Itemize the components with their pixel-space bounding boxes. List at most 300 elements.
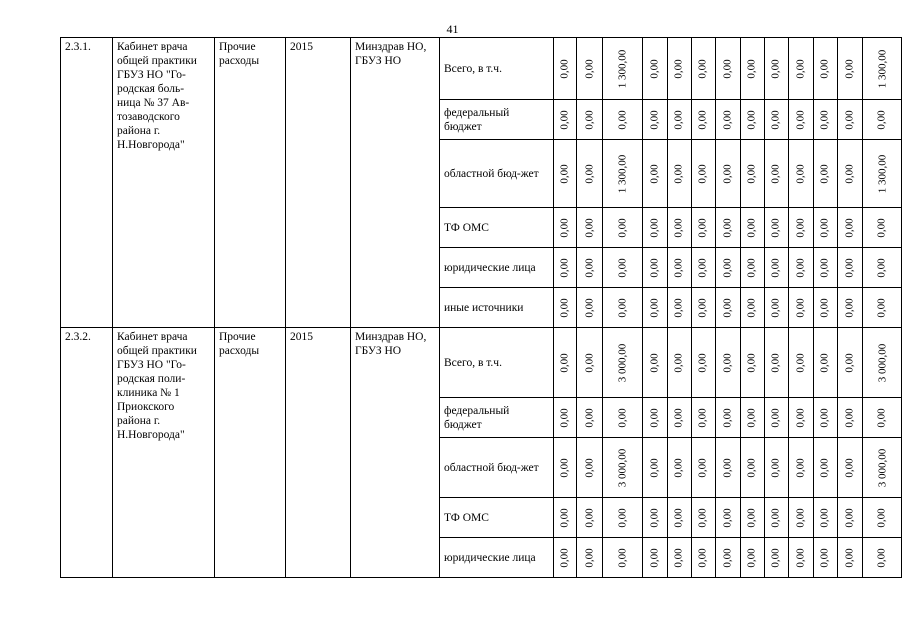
amount-value: 0,00 — [616, 407, 629, 428]
amount-value: 0,00 — [648, 352, 661, 373]
amount-cell — [554, 538, 577, 578]
amount-cell — [740, 288, 764, 328]
amount-cell — [740, 248, 764, 288]
amount-cell — [577, 248, 603, 288]
amount-cell — [554, 328, 577, 398]
measure-name-line: тозаводского — [117, 111, 180, 123]
amount-cell — [764, 498, 788, 538]
amount-value: 0,00 — [819, 547, 831, 568]
amount-value: 0,00 — [819, 58, 831, 79]
amount-value: 1 300,00 — [616, 49, 629, 88]
amount-cell — [715, 438, 740, 498]
amount-value: 0,00 — [697, 507, 709, 528]
amount-cell — [691, 208, 715, 248]
amount-cell — [715, 498, 740, 538]
measure-name-line: ница № 37 Ав- — [117, 97, 190, 109]
amount-cell — [862, 248, 902, 288]
amount-value: 0,00 — [697, 257, 709, 278]
amount-cell — [813, 328, 837, 398]
amount-value: 0,00 — [843, 407, 856, 428]
funding-source: иные источники — [440, 288, 554, 328]
amount-cell — [603, 328, 643, 398]
executor: Минздрав НО, ГБУЗ НО — [351, 328, 440, 578]
amount-cell — [813, 208, 837, 248]
amount-cell — [691, 538, 715, 578]
amount-cell — [667, 288, 691, 328]
amount-cell — [603, 398, 643, 438]
amount-cell — [788, 140, 813, 208]
amount-value: 0,00 — [770, 217, 782, 238]
amount-value: 0,00 — [746, 297, 758, 318]
amount-cell — [603, 208, 643, 248]
amount-value: 0,00 — [673, 163, 685, 184]
amount-cell — [788, 438, 813, 498]
amount-cell — [837, 328, 862, 398]
amount-cell — [740, 328, 764, 398]
amount-cell — [764, 288, 788, 328]
amount-cell — [667, 208, 691, 248]
amount-cell — [554, 498, 577, 538]
amount-value: 0,00 — [746, 352, 758, 373]
amount-cell — [715, 538, 740, 578]
expense-type: Прочие расходы — [215, 328, 286, 578]
amount-value: 0,00 — [875, 109, 888, 130]
amount-value: 0,00 — [721, 352, 734, 373]
amount-cell — [691, 38, 715, 100]
amount-value: 0,00 — [721, 407, 734, 428]
amount-value: 0,00 — [746, 507, 758, 528]
amount-value: 0,00 — [648, 163, 661, 184]
amount-value: 0,00 — [648, 407, 661, 428]
amount-cell — [837, 38, 862, 100]
funding-source: Всего, в т.ч. — [440, 38, 554, 100]
amount-cell — [642, 398, 667, 438]
measure-name-line: родская поли- — [117, 373, 186, 385]
amount-value: 0,00 — [616, 217, 629, 238]
amount-value: 0,00 — [875, 297, 888, 318]
amount-cell — [667, 140, 691, 208]
amount-value: 0,00 — [794, 407, 807, 428]
amount-cell — [667, 538, 691, 578]
amount-cell — [603, 140, 643, 208]
amount-cell — [788, 398, 813, 438]
executor: Минздрав НО, ГБУЗ НО — [351, 38, 440, 328]
amount-value: 0,00 — [583, 352, 596, 373]
amount-value: 0,00 — [721, 297, 734, 318]
amount-value: 0,00 — [721, 257, 734, 278]
amount-value: 0,00 — [819, 352, 831, 373]
measure-name-line: ГБУЗ НО "Го- — [117, 359, 186, 371]
amount-value: 0,00 — [819, 507, 831, 528]
amount-cell — [667, 438, 691, 498]
amount-value: 0,00 — [673, 257, 685, 278]
amount-cell — [642, 248, 667, 288]
amount-cell — [740, 100, 764, 140]
amount-value: 0,00 — [673, 109, 685, 130]
amount-cell — [642, 438, 667, 498]
amount-value: 0,00 — [794, 58, 807, 79]
funding-source: федеральный бюджет — [440, 100, 554, 140]
amount-cell — [554, 398, 577, 438]
amount-cell — [788, 100, 813, 140]
amount-value: 0,00 — [819, 217, 831, 238]
funding-source: областной бюд-жет — [440, 438, 554, 498]
amount-value: 0,00 — [673, 58, 685, 79]
amount-cell — [764, 208, 788, 248]
amount-cell — [603, 248, 643, 288]
amount-value: 0,00 — [721, 457, 734, 478]
amount-value: 0,00 — [843, 352, 856, 373]
amount-value: 0,00 — [875, 547, 888, 568]
amount-value: 0,00 — [583, 163, 596, 184]
amount-value: 0,00 — [648, 297, 661, 318]
amount-value: 1 300,00 — [875, 49, 888, 88]
measure-name-line: клиника № 1 — [117, 387, 180, 399]
amount-value: 0,00 — [583, 58, 596, 79]
amount-cell — [577, 208, 603, 248]
amount-cell — [577, 498, 603, 538]
amount-cell — [764, 438, 788, 498]
amount-cell — [862, 538, 902, 578]
amount-value: 0,00 — [583, 507, 596, 528]
amount-cell — [603, 38, 643, 100]
amount-cell — [788, 38, 813, 100]
amount-value: 0,00 — [559, 352, 571, 373]
table-row — [61, 38, 902, 100]
amount-cell — [764, 328, 788, 398]
amount-value: 0,00 — [697, 407, 709, 428]
amount-cell — [691, 438, 715, 498]
amount-value: 0,00 — [697, 58, 709, 79]
amount-cell — [715, 38, 740, 100]
amount-cell — [862, 398, 902, 438]
amount-cell — [788, 498, 813, 538]
amount-value: 0,00 — [673, 457, 685, 478]
amount-value: 0,00 — [794, 109, 807, 130]
amount-cell — [764, 100, 788, 140]
amount-value: 0,00 — [721, 507, 734, 528]
expense-type: Прочие расходы — [215, 38, 286, 328]
amount-cell — [740, 538, 764, 578]
amount-value: 0,00 — [697, 547, 709, 568]
amount-cell — [862, 288, 902, 328]
amount-value: 0,00 — [819, 163, 831, 184]
amount-cell — [813, 288, 837, 328]
amount-value: 0,00 — [794, 257, 807, 278]
amount-value: 0,00 — [770, 352, 782, 373]
amount-cell — [813, 38, 837, 100]
amount-cell — [577, 438, 603, 498]
amount-value: 0,00 — [875, 257, 888, 278]
amount-value: 0,00 — [648, 457, 661, 478]
row-number: 2.3.1. — [61, 38, 113, 328]
amount-cell — [554, 438, 577, 498]
amount-cell — [554, 38, 577, 100]
measure-name-line: общей практики — [117, 345, 197, 357]
measure-name — [113, 38, 215, 328]
amount-cell — [691, 288, 715, 328]
amount-cell — [667, 248, 691, 288]
amount-cell — [667, 100, 691, 140]
amount-cell — [715, 248, 740, 288]
amount-cell — [577, 38, 603, 100]
amount-value: 0,00 — [746, 457, 758, 478]
amount-value: 0,00 — [616, 507, 629, 528]
amount-cell — [837, 438, 862, 498]
amount-value: 0,00 — [875, 407, 888, 428]
amount-cell — [788, 328, 813, 398]
amount-value: 0,00 — [721, 109, 734, 130]
amount-cell — [642, 208, 667, 248]
row-number: 2.3.2. — [61, 328, 113, 578]
amount-cell — [764, 538, 788, 578]
amount-cell — [813, 140, 837, 208]
amount-cell — [642, 498, 667, 538]
amount-value: 0,00 — [697, 109, 709, 130]
amount-cell — [788, 208, 813, 248]
amount-cell — [715, 140, 740, 208]
amount-cell — [862, 438, 902, 498]
amount-cell — [862, 140, 902, 208]
amount-value: 0,00 — [583, 257, 596, 278]
measure-name — [113, 328, 215, 578]
amount-cell — [740, 38, 764, 100]
amount-value: 0,00 — [559, 547, 571, 568]
amount-value: 0,00 — [843, 297, 856, 318]
amount-cell — [554, 208, 577, 248]
amount-cell — [715, 288, 740, 328]
amount-value: 0,00 — [843, 547, 856, 568]
amount-value: 0,00 — [843, 507, 856, 528]
amount-value: 0,00 — [559, 457, 571, 478]
amount-value: 0,00 — [819, 257, 831, 278]
amount-cell — [667, 398, 691, 438]
amount-cell — [715, 328, 740, 398]
amount-cell — [837, 100, 862, 140]
amount-value: 0,00 — [673, 297, 685, 318]
amount-value: 0,00 — [648, 257, 661, 278]
amount-cell — [837, 288, 862, 328]
amount-value: 0,00 — [746, 58, 758, 79]
amount-value: 0,00 — [559, 297, 571, 318]
amount-cell — [603, 288, 643, 328]
amount-cell — [691, 140, 715, 208]
amount-value: 0,00 — [583, 109, 596, 130]
amount-cell — [837, 538, 862, 578]
year: 2015 — [286, 38, 351, 328]
amount-value: 0,00 — [697, 297, 709, 318]
amount-cell — [603, 100, 643, 140]
amount-cell — [740, 208, 764, 248]
amount-value: 0,00 — [746, 257, 758, 278]
amount-value: 0,00 — [559, 109, 571, 130]
amount-cell — [740, 438, 764, 498]
amount-value: 0,00 — [721, 217, 734, 238]
amount-value: 0,00 — [559, 507, 571, 528]
measure-name-line: Кабинет врача — [117, 331, 188, 343]
amount-value: 0,00 — [843, 58, 856, 79]
amount-value: 3 000,00 — [875, 343, 888, 382]
amount-cell — [764, 140, 788, 208]
amount-value: 0,00 — [770, 163, 782, 184]
amount-cell — [764, 248, 788, 288]
amount-cell — [862, 498, 902, 538]
amount-value: 0,00 — [559, 257, 571, 278]
amount-value: 0,00 — [559, 407, 571, 428]
amount-cell — [740, 398, 764, 438]
amount-cell — [642, 328, 667, 398]
amount-value: 0,00 — [794, 352, 807, 373]
amount-value: 0,00 — [875, 217, 888, 238]
amount-cell — [691, 498, 715, 538]
amount-cell — [667, 328, 691, 398]
amount-cell — [667, 38, 691, 100]
amount-cell — [603, 498, 643, 538]
amount-value: 0,00 — [794, 547, 807, 568]
amount-value: 0,00 — [843, 217, 856, 238]
amount-value: 0,00 — [559, 217, 571, 238]
amount-value: 0,00 — [843, 109, 856, 130]
amount-cell — [554, 248, 577, 288]
measure-name-line: района г. — [117, 125, 161, 137]
amount-cell — [642, 140, 667, 208]
measure-name-line: ГБУЗ НО "Го- — [117, 69, 186, 81]
amount-cell — [642, 38, 667, 100]
funding-source: ТФ ОМС — [440, 208, 554, 248]
amount-value: 0,00 — [843, 457, 856, 478]
amount-cell — [603, 538, 643, 578]
amount-cell — [788, 248, 813, 288]
amount-value: 0,00 — [616, 109, 629, 130]
amount-value: 0,00 — [770, 257, 782, 278]
amount-value: 0,00 — [770, 547, 782, 568]
amount-cell — [577, 538, 603, 578]
page-number: 41 — [446, 22, 459, 36]
amount-cell — [577, 288, 603, 328]
amount-value: 0,00 — [794, 457, 807, 478]
amount-cell — [862, 328, 902, 398]
amount-value: 0,00 — [819, 109, 831, 130]
funding-source: федеральный бюджет — [440, 398, 554, 438]
budget-table — [60, 37, 902, 578]
funding-source: юридические лица — [440, 538, 554, 578]
amount-cell — [554, 140, 577, 208]
amount-value: 0,00 — [819, 457, 831, 478]
amount-cell — [691, 328, 715, 398]
amount-cell — [577, 398, 603, 438]
amount-cell — [788, 538, 813, 578]
amount-cell — [813, 100, 837, 140]
amount-value: 0,00 — [843, 257, 856, 278]
amount-value: 1 300,00 — [616, 154, 629, 193]
amount-value: 0,00 — [746, 163, 758, 184]
amount-value: 0,00 — [648, 109, 661, 130]
amount-value: 0,00 — [648, 507, 661, 528]
amount-value: 0,00 — [673, 352, 685, 373]
amount-cell — [813, 498, 837, 538]
amount-value: 0,00 — [616, 257, 629, 278]
amount-cell — [642, 100, 667, 140]
amount-value: 0,00 — [673, 507, 685, 528]
amount-value: 3 000,00 — [616, 448, 629, 487]
amount-cell — [642, 538, 667, 578]
amount-cell — [691, 100, 715, 140]
amount-value: 0,00 — [559, 58, 571, 79]
amount-value: 0,00 — [794, 297, 807, 318]
amount-value: 0,00 — [697, 352, 709, 373]
funding-source: Всего, в т.ч. — [440, 328, 554, 398]
amount-cell — [603, 438, 643, 498]
amount-value: 0,00 — [648, 58, 661, 79]
measure-name-line: Кабинет врача — [117, 41, 188, 53]
amount-cell — [577, 100, 603, 140]
amount-value: 0,00 — [794, 217, 807, 238]
amount-cell — [788, 288, 813, 328]
measure-name-line: родская боль- — [117, 83, 185, 95]
funding-source: юридические лица — [440, 248, 554, 288]
amount-cell — [691, 398, 715, 438]
amount-value: 0,00 — [583, 547, 596, 568]
table-row — [61, 328, 902, 398]
amount-value: 0,00 — [673, 217, 685, 238]
measure-name-line: района г. — [117, 415, 161, 427]
amount-cell — [837, 140, 862, 208]
amount-value: 0,00 — [875, 507, 888, 528]
year: 2015 — [286, 328, 351, 578]
amount-cell — [554, 100, 577, 140]
amount-value: 0,00 — [770, 457, 782, 478]
amount-cell — [740, 140, 764, 208]
amount-cell — [715, 100, 740, 140]
amount-cell — [764, 398, 788, 438]
funding-source: областной бюд-жет — [440, 140, 554, 208]
amount-value: 0,00 — [770, 507, 782, 528]
amount-value: 1 300,00 — [875, 154, 888, 193]
amount-cell — [813, 248, 837, 288]
amount-cell — [577, 328, 603, 398]
amount-cell — [715, 208, 740, 248]
amount-cell — [577, 140, 603, 208]
amount-value: 0,00 — [819, 297, 831, 318]
amount-value: 0,00 — [819, 407, 831, 428]
amount-cell — [813, 538, 837, 578]
measure-name-line: общей практики — [117, 55, 197, 67]
measure-name-line: Приокского — [117, 401, 175, 413]
amount-cell — [837, 248, 862, 288]
amount-cell — [642, 288, 667, 328]
amount-value: 0,00 — [697, 457, 709, 478]
amount-value: 0,00 — [673, 547, 685, 568]
amount-value: 0,00 — [770, 297, 782, 318]
amount-value: 0,00 — [721, 547, 734, 568]
amount-value: 0,00 — [583, 407, 596, 428]
amount-cell — [667, 498, 691, 538]
amount-cell — [554, 288, 577, 328]
amount-cell — [862, 208, 902, 248]
measure-name-line: Н.Новгорода" — [117, 429, 185, 441]
amount-value: 3 000,00 — [875, 448, 888, 487]
amount-value: 0,00 — [648, 217, 661, 238]
amount-value: 0,00 — [697, 217, 709, 238]
amount-cell — [813, 438, 837, 498]
amount-value: 0,00 — [697, 163, 709, 184]
amount-cell — [715, 398, 740, 438]
amount-value: 0,00 — [770, 109, 782, 130]
amount-cell — [740, 498, 764, 538]
amount-cell — [691, 248, 715, 288]
measure-name-line: Н.Новгорода" — [117, 139, 185, 151]
amount-value: 0,00 — [559, 163, 571, 184]
